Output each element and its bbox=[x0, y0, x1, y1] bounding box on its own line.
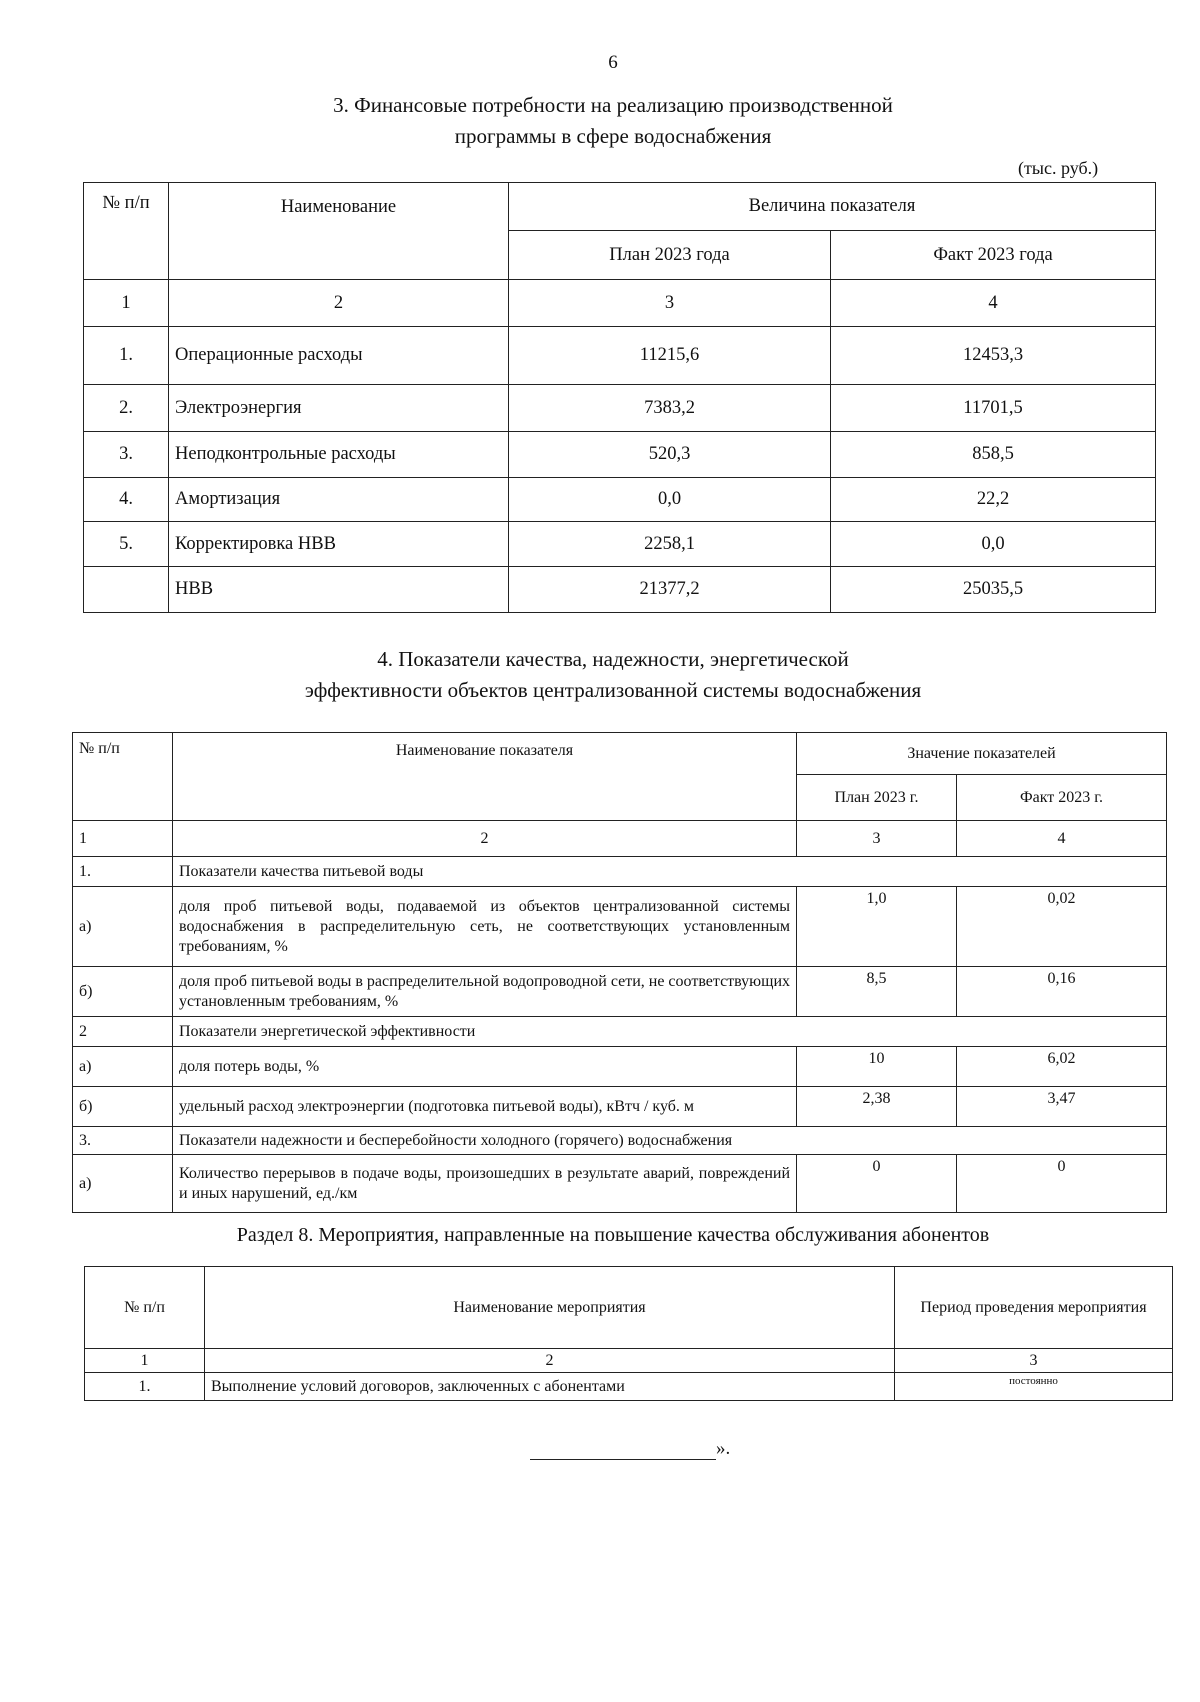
service-measures-table bbox=[84, 1266, 1173, 1401]
row-name: доля потерь воды, % bbox=[173, 1047, 797, 1087]
row-fact: 0 bbox=[957, 1155, 1167, 1213]
row-num: 1. bbox=[73, 857, 173, 887]
header-value-group: Величина показателя bbox=[509, 183, 1156, 231]
row-plan: 520,3 bbox=[509, 432, 831, 478]
column-number: 2 bbox=[205, 1349, 895, 1373]
row-name: Корректировка НВВ bbox=[169, 522, 509, 567]
header-name: Наименование показателя bbox=[173, 733, 797, 821]
row-fact: 6,02 bbox=[957, 1047, 1167, 1087]
column-number: 3 bbox=[895, 1349, 1173, 1373]
column-number: 4 bbox=[831, 280, 1156, 327]
header-value-group: Значение показателей bbox=[797, 733, 1167, 775]
row-fact: 0,16 bbox=[957, 967, 1167, 1017]
row-name: Неподконтрольные расходы bbox=[169, 432, 509, 478]
section3-title-line1: 3. Финансовые потребности на реализацию производственной bbox=[333, 93, 893, 117]
row-num bbox=[84, 567, 169, 613]
header-period: Период проведения мероприятия bbox=[895, 1267, 1173, 1349]
row-fact: 22,2 bbox=[831, 478, 1156, 522]
table-row-total bbox=[84, 567, 1156, 613]
column-number: 1 bbox=[84, 280, 169, 327]
header-num: № п/п bbox=[85, 1267, 205, 1349]
header-num: № п/п bbox=[73, 733, 173, 821]
row-plan: 10 bbox=[797, 1047, 957, 1087]
row-name: Операционные расходы bbox=[169, 327, 509, 385]
table-row bbox=[73, 967, 1167, 1017]
table-row bbox=[84, 432, 1156, 478]
row-num: 2. bbox=[84, 385, 169, 432]
row-num: 3. bbox=[73, 1127, 173, 1155]
row-num: а) bbox=[73, 1155, 173, 1213]
row-name: Амортизация bbox=[169, 478, 509, 522]
page-number: 6 bbox=[608, 52, 618, 73]
section8-title: Раздел 8. Мероприятия, направленные на повышение качества обслуживания абонентов bbox=[236, 1224, 990, 1246]
row-fact: 0,0 bbox=[831, 522, 1156, 567]
row-fact: 25035,5 bbox=[831, 567, 1156, 613]
column-number: 1 bbox=[73, 821, 173, 857]
row-num: 2 bbox=[73, 1017, 173, 1047]
row-name: Количество перерывов в подаче воды, произошедших в результате аварий, повреждений и иных нарушений, ед./км bbox=[173, 1155, 797, 1213]
row-plan: 0,0 bbox=[509, 478, 831, 522]
row-plan: 7383,2 bbox=[509, 385, 831, 432]
column-number-row bbox=[84, 280, 1156, 327]
header-name: Наименование bbox=[169, 183, 509, 280]
row-fact: 11701,5 bbox=[831, 385, 1156, 432]
group-row bbox=[73, 1127, 1167, 1155]
table-row bbox=[84, 478, 1156, 522]
header-plan: План 2023 года bbox=[509, 231, 831, 280]
column-number: 3 bbox=[509, 280, 831, 327]
table-row bbox=[84, 522, 1156, 567]
column-number: 3 bbox=[797, 821, 957, 857]
section4-title-line2: эффективности объектов централизованной системы водоснабжения bbox=[304, 678, 922, 702]
row-plan: 2,38 bbox=[797, 1087, 957, 1127]
row-plan: 1,0 bbox=[797, 887, 957, 967]
row-plan: 0 bbox=[797, 1155, 957, 1213]
table-row bbox=[85, 1373, 1173, 1401]
row-name: доля проб питьевой воды, подаваемой из объектов централизованной системы водоснабжения в распределительную сеть, не соответствующих установленным требованиям, % bbox=[173, 887, 797, 967]
header-fact: Факт 2023 года bbox=[831, 231, 1156, 280]
group-row bbox=[73, 1017, 1167, 1047]
closing-line bbox=[530, 1438, 730, 1460]
row-plan: 21377,2 bbox=[509, 567, 831, 613]
quality-indicators-table bbox=[72, 732, 1167, 1213]
table-row bbox=[73, 1087, 1167, 1127]
row-num: 1. bbox=[85, 1373, 205, 1401]
table-row bbox=[84, 385, 1156, 432]
row-fact: 0,02 bbox=[957, 887, 1167, 967]
financial-needs-table bbox=[83, 182, 1156, 613]
row-name: доля проб питьевой воды в распределительной водопроводной сети, не соответствующих установленным требованиям, % bbox=[173, 967, 797, 1017]
row-num: 5. bbox=[84, 522, 169, 567]
row-period: постоянно bbox=[895, 1373, 1173, 1401]
table-row bbox=[73, 1155, 1167, 1213]
row-num: 3. bbox=[84, 432, 169, 478]
column-number-row bbox=[85, 1349, 1173, 1373]
header-name: Наименование мероприятия bbox=[205, 1267, 895, 1349]
row-num: б) bbox=[73, 1087, 173, 1127]
row-num: 4. bbox=[84, 478, 169, 522]
section3-unit: (тыс. руб.) bbox=[1018, 158, 1099, 178]
row-num: 1. bbox=[84, 327, 169, 385]
group-row bbox=[73, 857, 1167, 887]
row-name: Показатели надежности и бесперебойности холодного (горячего) водоснабжения bbox=[173, 1127, 1167, 1155]
row-name: НВВ bbox=[169, 567, 509, 613]
row-fact: 12453,3 bbox=[831, 327, 1156, 385]
row-fact: 3,47 bbox=[957, 1087, 1167, 1127]
row-plan: 11215,6 bbox=[509, 327, 831, 385]
section3-title-line2: программы в сфере водоснабжения bbox=[454, 124, 772, 148]
header-num: № п/п bbox=[84, 183, 169, 280]
table-row bbox=[73, 1047, 1167, 1087]
row-fact: 858,5 bbox=[831, 432, 1156, 478]
section4-title-line1: 4. Показатели качества, надежности, энергетической bbox=[377, 647, 849, 671]
header-plan: План 2023 г. bbox=[797, 775, 957, 821]
table-row bbox=[84, 327, 1156, 385]
column-number: 2 bbox=[173, 821, 797, 857]
column-number: 2 bbox=[169, 280, 509, 327]
row-plan: 2258,1 bbox=[509, 522, 831, 567]
row-name: удельный расход электроэнергии (подготовка питьевой воды), кВтч / куб. м bbox=[173, 1087, 797, 1127]
row-plan: 8,5 bbox=[797, 967, 957, 1017]
column-number: 1 bbox=[85, 1349, 205, 1373]
closing-mark: ». bbox=[716, 1438, 731, 1459]
column-number-row bbox=[73, 821, 1167, 857]
row-num: а) bbox=[73, 887, 173, 967]
section3-title bbox=[0, 90, 1200, 152]
header-fact: Факт 2023 г. bbox=[957, 775, 1167, 821]
row-num: б) bbox=[73, 967, 173, 1017]
table-row bbox=[73, 887, 1167, 967]
column-number: 4 bbox=[957, 821, 1167, 857]
row-name: Показатели качества питьевой воды bbox=[173, 857, 1167, 887]
row-name: Выполнение условий договоров, заключенных с абонентами bbox=[205, 1373, 895, 1401]
section4-title bbox=[0, 644, 1200, 706]
row-name: Показатели энергетической эффективности bbox=[173, 1017, 1167, 1047]
row-num: а) bbox=[73, 1047, 173, 1087]
row-name: Электроэнергия bbox=[169, 385, 509, 432]
signature-line bbox=[530, 1441, 716, 1460]
